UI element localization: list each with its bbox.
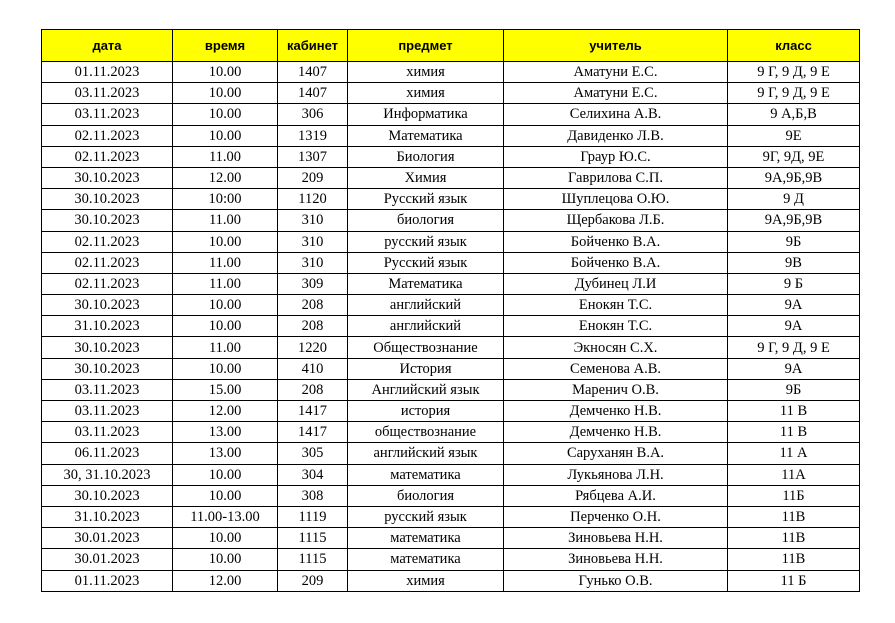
room-cell: 209: [278, 570, 348, 591]
table-row: [42, 62, 860, 83]
teacher-cell: Лукьянова Л.Н.: [504, 464, 728, 485]
date-cell: 02.11.2023: [42, 231, 173, 252]
time-cell: 11.00: [173, 337, 278, 358]
teacher-cell: Давиденко Л.В.: [504, 125, 728, 146]
time-cell: 12.00: [173, 401, 278, 422]
schedule-table: [41, 29, 860, 592]
teacher-cell: Демченко Н.В.: [504, 422, 728, 443]
date-cell: 30.10.2023: [42, 337, 173, 358]
time-cell: 10.00: [173, 464, 278, 485]
room-cell: 1319: [278, 125, 348, 146]
subject-cell: Химия: [348, 167, 504, 188]
time-cell: 12.00: [173, 167, 278, 188]
teacher-cell: Зиновьева Н.Н.: [504, 549, 728, 570]
class-cell: 11В: [728, 506, 860, 527]
table-row: [42, 104, 860, 125]
class-cell: 9А: [728, 316, 860, 337]
class-cell: 11В: [728, 549, 860, 570]
table-row: [42, 358, 860, 379]
subject-cell: Математика: [348, 273, 504, 294]
class-cell: 11Б: [728, 485, 860, 506]
room-cell: 1407: [278, 62, 348, 83]
teacher-cell: Гунько О.В.: [504, 570, 728, 591]
class-cell: 9А: [728, 358, 860, 379]
date-cell: 31.10.2023: [42, 506, 173, 527]
date-cell: 30.10.2023: [42, 167, 173, 188]
teacher-cell: Рябцева А.И.: [504, 485, 728, 506]
time-cell: 10.00: [173, 316, 278, 337]
date-cell: 02.11.2023: [42, 125, 173, 146]
teacher-cell: Зиновьева Н.Н.: [504, 528, 728, 549]
teacher-cell: Бойченко В.А.: [504, 231, 728, 252]
time-cell: 10.00: [173, 485, 278, 506]
time-cell: 10.00: [173, 358, 278, 379]
teacher-cell: Бойченко В.А.: [504, 252, 728, 273]
class-cell: 9Г, 9Д, 9Е: [728, 146, 860, 167]
time-cell: 10:00: [173, 189, 278, 210]
table-row: [42, 295, 860, 316]
room-cell: 310: [278, 210, 348, 231]
time-cell: 15.00: [173, 379, 278, 400]
date-cell: 02.11.2023: [42, 273, 173, 294]
subject-cell: русский язык: [348, 506, 504, 527]
teacher-cell: Щербакова Л.Б.: [504, 210, 728, 231]
subject-cell: Русский язык: [348, 189, 504, 210]
date-cell: 03.11.2023: [42, 379, 173, 400]
table-body: [42, 62, 860, 592]
class-cell: 9Б: [728, 231, 860, 252]
table-row: [42, 570, 860, 591]
table-row: [42, 379, 860, 400]
time-cell: 11.00-13.00: [173, 506, 278, 527]
date-cell: 03.11.2023: [42, 401, 173, 422]
subject-cell: биология: [348, 485, 504, 506]
time-cell: 10.00: [173, 104, 278, 125]
date-cell: 02.11.2023: [42, 146, 173, 167]
date-cell: 30.10.2023: [42, 295, 173, 316]
header-room: кабинет: [278, 30, 348, 62]
table-row: [42, 146, 860, 167]
time-cell: 11.00: [173, 252, 278, 273]
time-cell: 10.00: [173, 549, 278, 570]
header-time: время: [173, 30, 278, 62]
class-cell: 11 А: [728, 443, 860, 464]
date-cell: 03.11.2023: [42, 83, 173, 104]
room-cell: 208: [278, 316, 348, 337]
room-cell: 1417: [278, 401, 348, 422]
time-cell: 11.00: [173, 210, 278, 231]
date-cell: 30.10.2023: [42, 189, 173, 210]
class-cell: 9 Г, 9 Д, 9 Е: [728, 83, 860, 104]
table-row: [42, 549, 860, 570]
date-cell: 31.10.2023: [42, 316, 173, 337]
table-row: [42, 125, 860, 146]
room-cell: 1307: [278, 146, 348, 167]
subject-cell: Английский язык: [348, 379, 504, 400]
class-cell: 9 Г, 9 Д, 9 Е: [728, 337, 860, 358]
class-cell: 9А,9Б,9В: [728, 167, 860, 188]
date-cell: 06.11.2023: [42, 443, 173, 464]
teacher-cell: Гаврилова С.П.: [504, 167, 728, 188]
table-row: [42, 485, 860, 506]
subject-cell: математика: [348, 528, 504, 549]
date-cell: 01.11.2023: [42, 570, 173, 591]
table-row: [42, 316, 860, 337]
date-cell: 30.10.2023: [42, 485, 173, 506]
date-cell: 30.10.2023: [42, 358, 173, 379]
room-cell: 1115: [278, 528, 348, 549]
teacher-cell: Селихина А.В.: [504, 104, 728, 125]
teacher-cell: Перченко О.Н.: [504, 506, 728, 527]
teacher-cell: Маренич О.В.: [504, 379, 728, 400]
time-cell: 11.00: [173, 146, 278, 167]
room-cell: 208: [278, 379, 348, 400]
subject-cell: математика: [348, 549, 504, 570]
class-cell: 9А,9Б,9В: [728, 210, 860, 231]
header-subject: предмет: [348, 30, 504, 62]
time-cell: 10.00: [173, 528, 278, 549]
subject-cell: химия: [348, 83, 504, 104]
header-date: дата: [42, 30, 173, 62]
subject-cell: английский язык: [348, 443, 504, 464]
class-cell: 9А: [728, 295, 860, 316]
subject-cell: химия: [348, 570, 504, 591]
subject-cell: обществознание: [348, 422, 504, 443]
class-cell: 11 В: [728, 401, 860, 422]
class-cell: 11В: [728, 528, 860, 549]
table-row: [42, 83, 860, 104]
header-class: класс: [728, 30, 860, 62]
date-cell: 03.11.2023: [42, 104, 173, 125]
room-cell: 304: [278, 464, 348, 485]
teacher-cell: Аматуни Е.С.: [504, 83, 728, 104]
subject-cell: химия: [348, 62, 504, 83]
time-cell: 10.00: [173, 62, 278, 83]
table-row: [42, 506, 860, 527]
date-cell: 30.01.2023: [42, 549, 173, 570]
room-cell: 410: [278, 358, 348, 379]
table-row: [42, 189, 860, 210]
class-cell: 9 Г, 9 Д, 9 Е: [728, 62, 860, 83]
teacher-cell: Енокян Т.С.: [504, 316, 728, 337]
table-row: [42, 528, 860, 549]
teacher-cell: Демченко Н.В.: [504, 401, 728, 422]
teacher-cell: Дубинец Л.И: [504, 273, 728, 294]
subject-cell: Русский язык: [348, 252, 504, 273]
time-cell: 10.00: [173, 125, 278, 146]
header-teacher: учитель: [504, 30, 728, 62]
class-cell: 9Е: [728, 125, 860, 146]
date-cell: 03.11.2023: [42, 422, 173, 443]
teacher-cell: Шуплецова О.Ю.: [504, 189, 728, 210]
table-row: [42, 167, 860, 188]
room-cell: 1120: [278, 189, 348, 210]
time-cell: 11.00: [173, 273, 278, 294]
room-cell: 305: [278, 443, 348, 464]
room-cell: 1220: [278, 337, 348, 358]
class-cell: 11 Б: [728, 570, 860, 591]
table-row: [42, 443, 860, 464]
table-row: [42, 337, 860, 358]
room-cell: 209: [278, 167, 348, 188]
room-cell: 306: [278, 104, 348, 125]
subject-cell: английский: [348, 295, 504, 316]
class-cell: 9 Б: [728, 273, 860, 294]
subject-cell: математика: [348, 464, 504, 485]
table-row: [42, 273, 860, 294]
teacher-cell: Экносян С.Х.: [504, 337, 728, 358]
table-row: [42, 231, 860, 252]
time-cell: 13.00: [173, 422, 278, 443]
room-cell: 1119: [278, 506, 348, 527]
date-cell: 30.01.2023: [42, 528, 173, 549]
time-cell: 10.00: [173, 231, 278, 252]
table-row: [42, 464, 860, 485]
room-cell: 1417: [278, 422, 348, 443]
subject-cell: История: [348, 358, 504, 379]
subject-cell: Математика: [348, 125, 504, 146]
date-cell: 30, 31.10.2023: [42, 464, 173, 485]
table-row: [42, 210, 860, 231]
class-cell: 9 Д: [728, 189, 860, 210]
time-cell: 13.00: [173, 443, 278, 464]
table-row: [42, 422, 860, 443]
class-cell: 9 А,Б,В: [728, 104, 860, 125]
room-cell: 310: [278, 252, 348, 273]
date-cell: 02.11.2023: [42, 252, 173, 273]
subject-cell: русский язык: [348, 231, 504, 252]
subject-cell: Информатика: [348, 104, 504, 125]
date-cell: 01.11.2023: [42, 62, 173, 83]
subject-cell: Обществознание: [348, 337, 504, 358]
subject-cell: английский: [348, 316, 504, 337]
room-cell: 310: [278, 231, 348, 252]
class-cell: 11 В: [728, 422, 860, 443]
room-cell: 308: [278, 485, 348, 506]
class-cell: 9В: [728, 252, 860, 273]
teacher-cell: Енокян Т.С.: [504, 295, 728, 316]
teacher-cell: Аматуни Е.С.: [504, 62, 728, 83]
teacher-cell: Саруханян В.А.: [504, 443, 728, 464]
teacher-cell: Граур Ю.С.: [504, 146, 728, 167]
teacher-cell: Семенова А.В.: [504, 358, 728, 379]
time-cell: 12.00: [173, 570, 278, 591]
table-row: [42, 401, 860, 422]
class-cell: 11А: [728, 464, 860, 485]
time-cell: 10.00: [173, 83, 278, 104]
header-row: [42, 30, 860, 62]
room-cell: 208: [278, 295, 348, 316]
table-row: [42, 252, 860, 273]
subject-cell: Биология: [348, 146, 504, 167]
room-cell: 1407: [278, 83, 348, 104]
time-cell: 10.00: [173, 295, 278, 316]
subject-cell: биология: [348, 210, 504, 231]
room-cell: 1115: [278, 549, 348, 570]
room-cell: 309: [278, 273, 348, 294]
subject-cell: история: [348, 401, 504, 422]
date-cell: 30.10.2023: [42, 210, 173, 231]
class-cell: 9Б: [728, 379, 860, 400]
